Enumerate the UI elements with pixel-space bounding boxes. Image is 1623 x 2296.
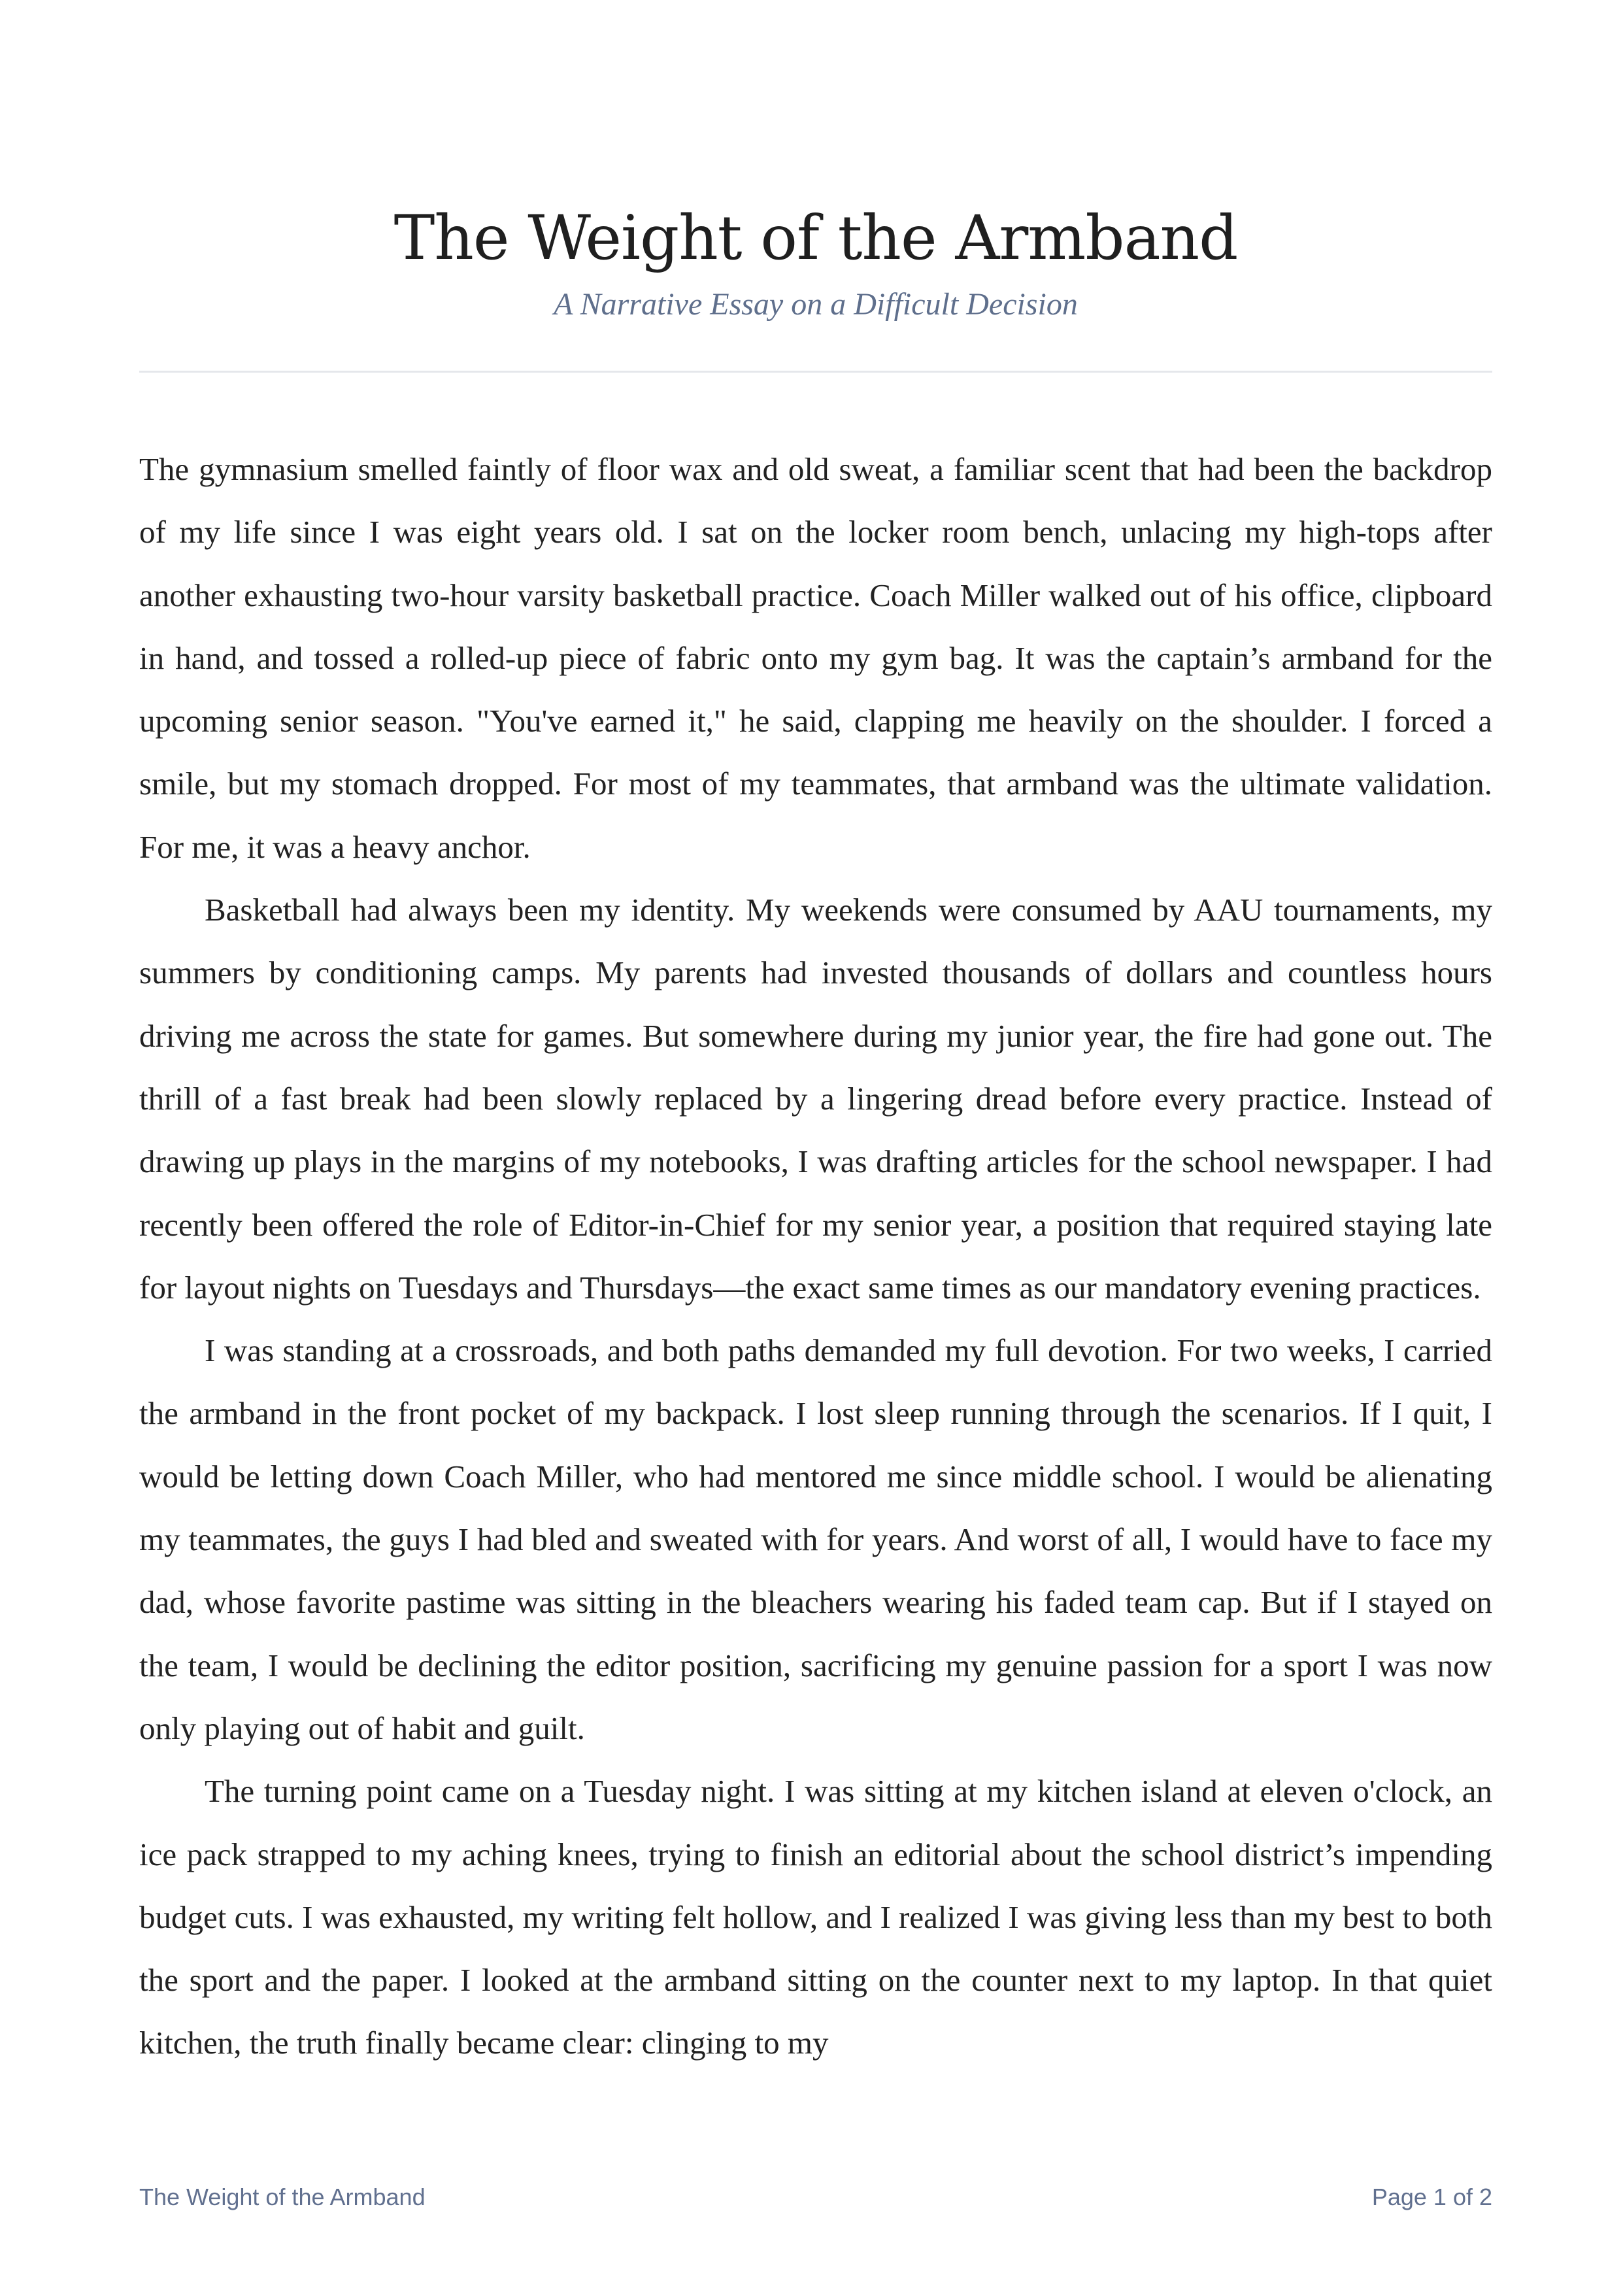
paragraph-3: I was standing at a crossroads, and both paths demanded my full devotion. For two weeks, I carried the armband in the front pocket of my backpack. I lost sleep running through the scenarios. If I quit, I would be letting down Coach Miller, who had mentored me since middle school. I would be alienating my teammates, the guys I had bled and sweated with for years. And worst of all, I would have to face my dad, whose favorite pastime was sitting in the bleachers wearing his faded team cap. But if I stayed on the team, I would be declining the editor position, sacrificing my genuine passion for a sport I was now only playing out of habit and guilt.: [139, 1332, 1492, 1746]
essay-body: [139, 438, 1492, 2075]
paragraph-1: The gymnasium smelled faintly of floor wax and old sweat, a familiar scent that had been the backdrop of my life since I was eight years old. I sat on the locker room bench, unlacing my high-tops after another exhausting two-hour varsity basketball practice. Coach Miller walked out of his office, clipboard in hand, and tossed a rolled-up piece of fabric onto my gym bag. It was the captain’s armband for the upcoming senior season. "You've earned it," he said, clapping me heavily on the shoulder. I forced a smile, but my stomach dropped. For most of my teammates, that armband was the ultimate validation. For me, it was a heavy anchor.: [139, 451, 1492, 865]
footer-page-number: Page 1 of 2: [1371, 2184, 1492, 2210]
header-divider: [139, 371, 1492, 373]
paragraph-2: Basketball had always been my identity. My weekends were consumed by AAU tournaments, my summers by conditioning camps. My parents had invested thousands of dollars and countless hours driving me across the state for games. But somewhere during my junior year, the fire had gone out. The thrill of a fast break had been slowly replaced by a lingering dread before every practice. Instead of drawing up plays in the margins of my notebooks, I was drafting articles for the school newspaper. I had recently been offered the role of Editor-in-Chief for my senior year, a position that required staying late for layout nights on Tuesdays and Thursdays—the exact same times as our mandatory evening practices.: [139, 892, 1492, 1306]
document-title: The Weight of the Armband: [393, 203, 1238, 274]
document-header: [139, 196, 1492, 324]
footer-document-title: The Weight of the Armband: [139, 2184, 426, 2210]
document-subtitle: A Narrative Essay on a Difficult Decision: [554, 287, 1078, 322]
paragraph-4: The turning point came on a Tuesday night. I was sitting at my kitchen island at eleven o'clock, an ice pack strapped to my aching knees, trying to finish an editorial about the school district’s impending budget cuts. I was exhausted, my writing felt hollow, and I realized I was giving less than my best to both the sport and the paper. I looked at the armband sitting on the counter next to my laptop. In that quiet kitchen, the truth finally became clear: clinging to my: [139, 1773, 1492, 2061]
page-footer: [139, 2184, 1492, 2216]
